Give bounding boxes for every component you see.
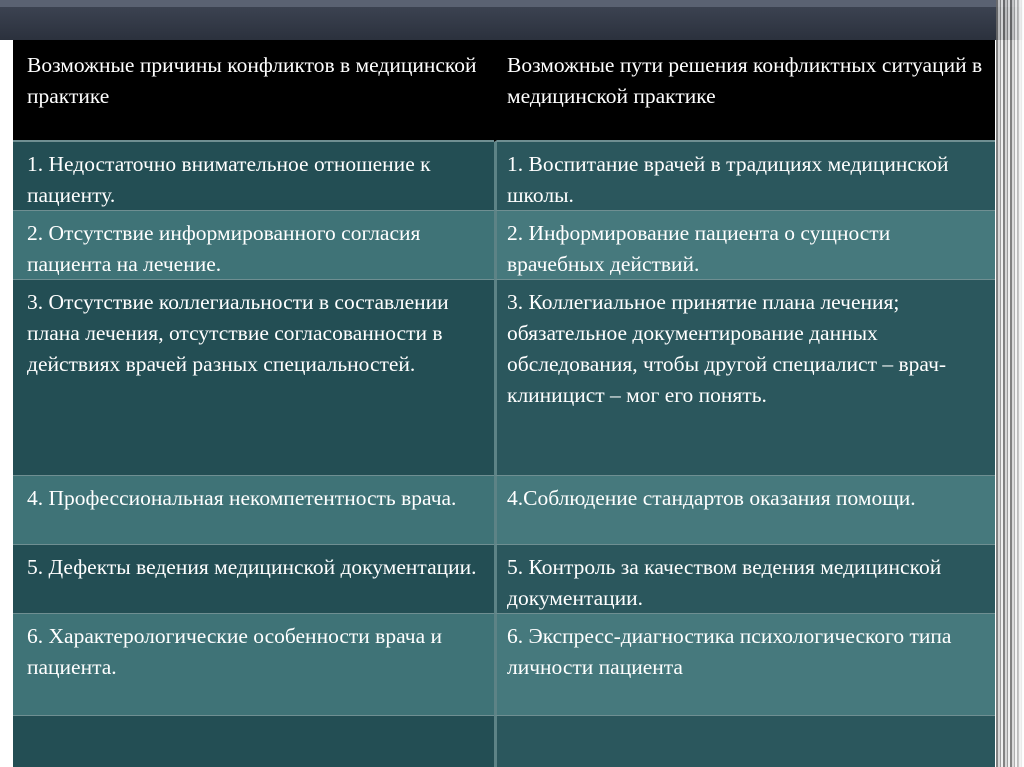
header-solutions: Возможные пути решения конфликтных ситуаций в медицинской практике — [494, 40, 995, 142]
conflicts-table — [13, 40, 995, 767]
slide-right-fade — [1012, 0, 1024, 767]
row-2-solution: 2. Информирование пациента о сущности врачебных действий. — [494, 211, 995, 280]
row-7-empty-left — [13, 716, 494, 767]
row-4-cause: 4. Профессиональная некомпетентность врача. — [13, 476, 494, 545]
row-1-solution: 1. Воспитание врачей в традициях медицинской школы. — [494, 142, 995, 211]
header-causes: Возможные причины конфликтов в медицинской практике — [13, 40, 494, 142]
row-6-solution: 6. Экспресс-диагностика психологического типа личности пациента — [494, 614, 995, 716]
row-5-solution: 5. Контроль за качеством ведения медицинской документации. — [494, 545, 995, 614]
row-3-cause: 3. Отсутствие коллегиальности в составлении плана лечения, отсутствие согласованности в действиях врачей разных специальностей. — [13, 280, 494, 476]
row-6-cause: 6. Характерологические особенности врача и пациента. — [13, 614, 494, 716]
row-2-cause: 2. Отсутствие информированного согласия пациента на лечение. — [13, 211, 494, 280]
row-7-empty-right — [494, 716, 995, 767]
row-3-solution: 3. Коллегиальное принятие плана лечения; обязательное документирование данных обследования, чтобы другой специалист – врач-клиницист – мог его понять. — [494, 280, 995, 476]
row-1-cause: 1. Недостаточно внимательное отношение к пациенту. — [13, 142, 494, 211]
row-4-solution: 4.Соблюдение стандартов оказания помощи. — [494, 476, 995, 545]
row-5-cause: 5. Дефекты ведения медицинской документации. — [13, 545, 494, 614]
slide-top-highlight — [0, 0, 1024, 7]
